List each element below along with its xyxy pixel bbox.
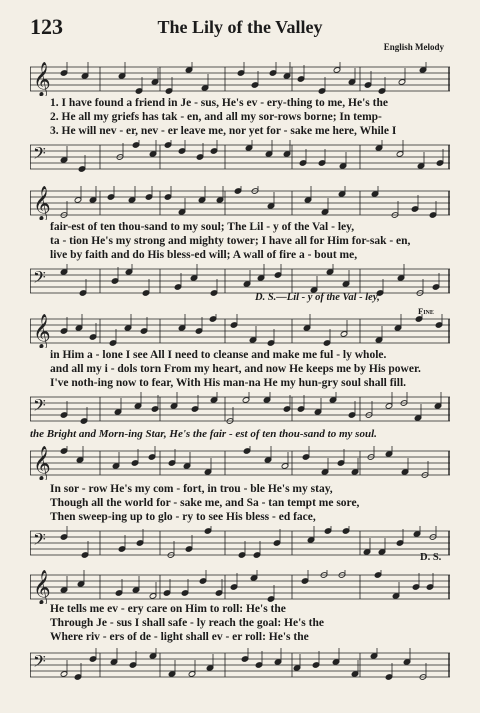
bass-staff bbox=[30, 264, 450, 298]
ds-lily-label: D. S.—Lil - y of the Val - ley, bbox=[255, 292, 380, 303]
lyric-verse-2: Though all the world for - sake me, and Sa - tan tempt me sore, bbox=[50, 497, 360, 509]
svg-text:𝄢: 𝄢 bbox=[33, 395, 46, 419]
lyric-verse-1: 1. I have found a friend in Je - sus, He's ev - ery-thing to me, He's the bbox=[50, 97, 388, 109]
hymn-number: 123 bbox=[30, 14, 63, 39]
lyric-verse-1: He tells me ev - ery care on Him to roll: He's the bbox=[50, 603, 286, 615]
bass-staff bbox=[30, 140, 450, 174]
lyric-verse-2: ta - tion He's my strong and mighty tower; I have all for Him for-sak - en, bbox=[50, 235, 411, 247]
composer-credit: English Melody bbox=[383, 42, 444, 52]
system-2 bbox=[30, 180, 450, 300]
lyric-verse-3: Then sweep-ing up to glo - ry to see His bless - ed face, bbox=[50, 511, 316, 523]
system-4 bbox=[30, 440, 450, 560]
fine-marker: Fine bbox=[418, 306, 434, 316]
svg-text:𝄢: 𝄢 bbox=[33, 651, 46, 675]
lyrics-block bbox=[50, 482, 450, 524]
svg-text:𝄞: 𝄞 bbox=[33, 186, 51, 220]
treble-staff bbox=[30, 62, 450, 96]
svg-text:𝄢: 𝄢 bbox=[33, 529, 46, 553]
lyric-verse-3: Where riv - ers of de - light shall ev - er roll: He's the bbox=[50, 631, 309, 643]
lyrics-block bbox=[50, 96, 450, 138]
lyric-verse-3: I've noth-ing now to fear, With His man-na He my hun-gry soul shall fill. bbox=[50, 377, 407, 389]
lyrics-block bbox=[50, 602, 450, 644]
treble-staff bbox=[30, 186, 450, 220]
svg-text:𝄞: 𝄞 bbox=[33, 314, 51, 348]
bass-staff bbox=[30, 526, 450, 560]
system-3 bbox=[30, 308, 450, 428]
treble-staff bbox=[30, 570, 450, 604]
chorus-line: the Bright and Morn-ing Star, He's the fair - est of ten thou-sand to my soul. bbox=[30, 428, 377, 440]
lyric-verse-3: 3. He will nev - er, nev - er leave me, nor yet for - sake me here, While I bbox=[50, 125, 397, 137]
svg-text:𝄢: 𝄢 bbox=[33, 267, 46, 291]
system-1 bbox=[30, 56, 450, 176]
treble-staff bbox=[30, 446, 450, 480]
lyric-verse-3: live by faith and do His bless-ed will; A wall of fire a - bout me, bbox=[50, 249, 358, 261]
lyric-verse-2: and all my i - dols torn From my heart, and now He keeps me by His power. bbox=[50, 363, 421, 375]
svg-text:𝄞: 𝄞 bbox=[33, 62, 51, 96]
hymn-title: The Lily of the Valley bbox=[157, 17, 323, 37]
lyric-verse-2: Through Je - sus I shall safe - ly reach the goal: He's the bbox=[50, 617, 324, 629]
svg-text:𝄢: 𝄢 bbox=[33, 143, 46, 167]
bass-staff bbox=[30, 392, 450, 426]
treble-staff bbox=[30, 314, 450, 348]
lyric-verse-1: in Him a - lone I see All I need to cleanse and make me ful - ly whole. bbox=[50, 349, 387, 361]
ds-marker: D. S. bbox=[420, 552, 442, 563]
lyric-verse-2: 2. He all my griefs has tak - en, and all my sor-rows borne; In temp- bbox=[50, 111, 382, 123]
lyric-verse-1: In sor - row He's my com - fort, in trou - ble He's my stay, bbox=[50, 483, 333, 495]
svg-text:𝄞: 𝄞 bbox=[33, 570, 51, 604]
lyrics-block bbox=[50, 348, 450, 390]
svg-text:𝄞: 𝄞 bbox=[33, 446, 51, 480]
lyrics-block bbox=[50, 220, 450, 262]
bass-staff bbox=[30, 648, 450, 682]
lyric-verse-1: fair-est of ten thou-sand to my soul; The Lil - y of the Val - ley, bbox=[50, 221, 355, 233]
system-5 bbox=[30, 566, 450, 696]
